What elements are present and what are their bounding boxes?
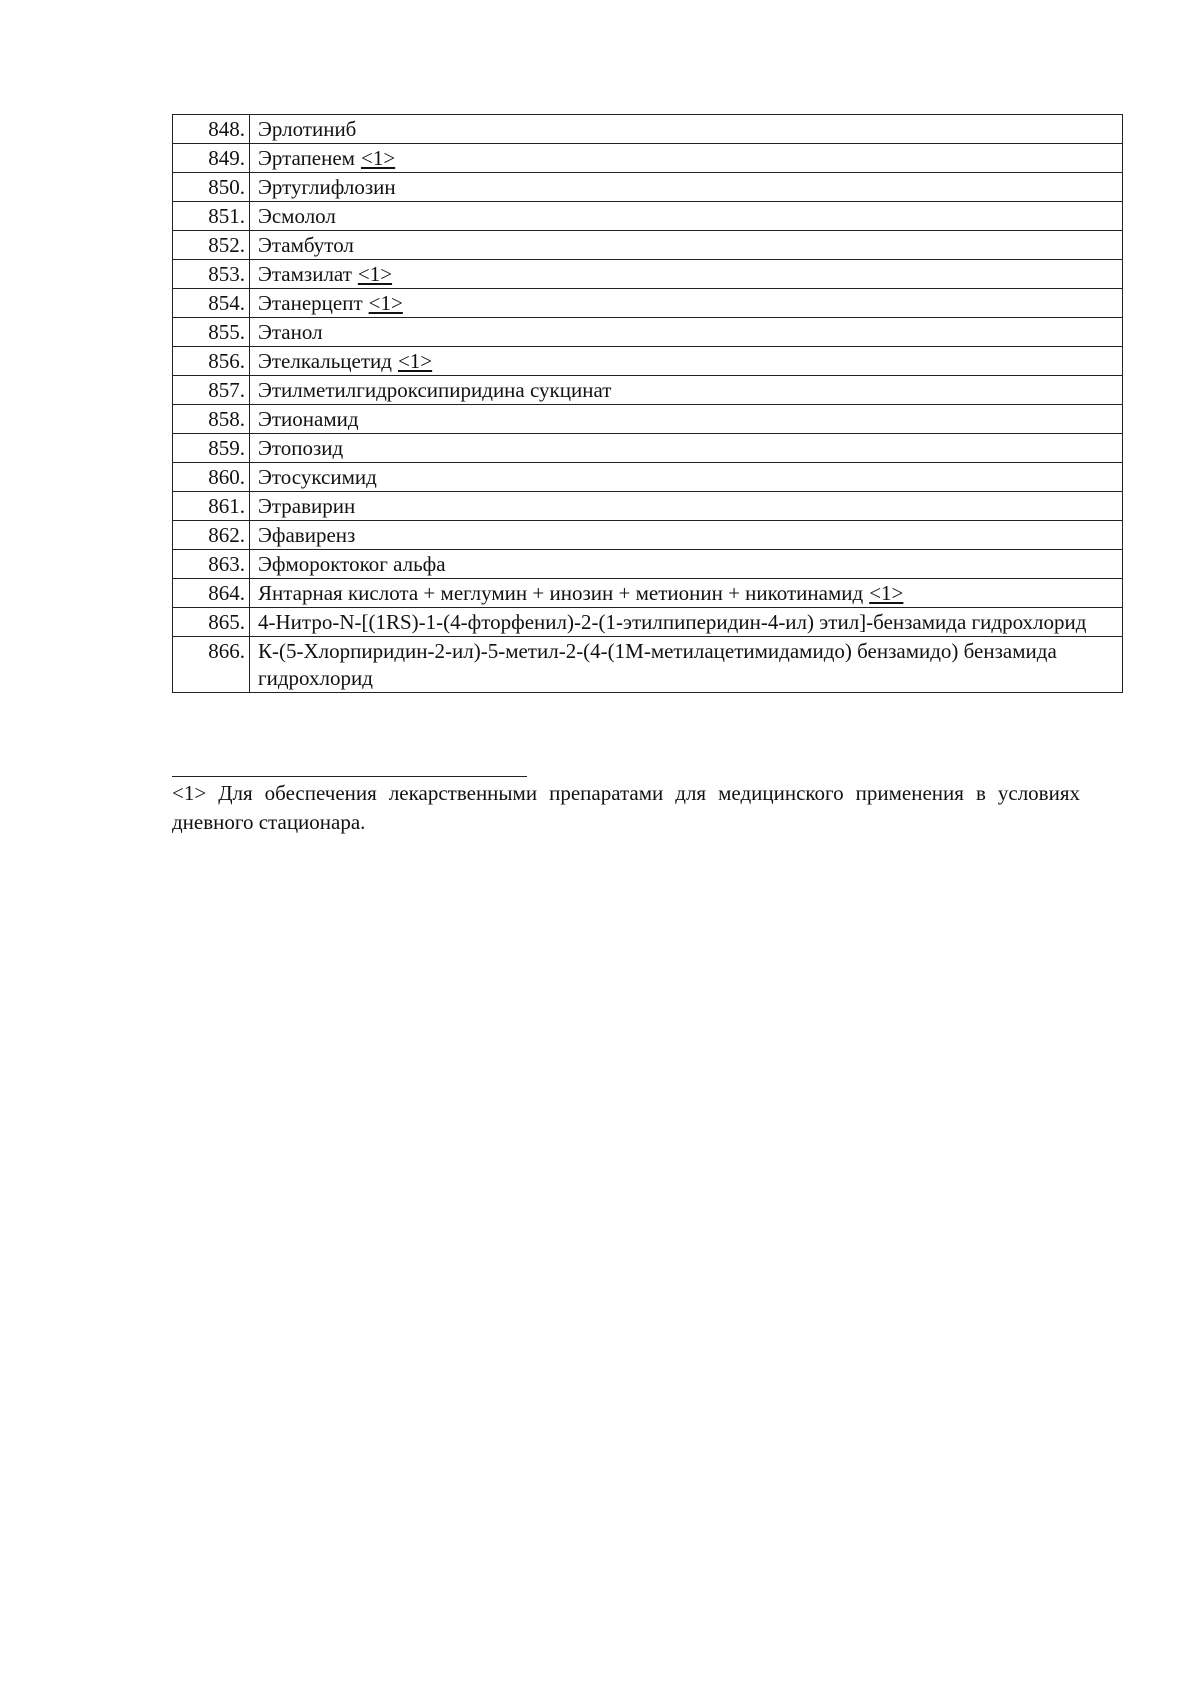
table-row <box>173 289 1123 318</box>
drug-name: Этилметилгидроксипиридина сукцинат <box>258 378 612 402</box>
row-number: 859. <box>173 434 250 463</box>
table-row <box>173 318 1123 347</box>
drug-name: Этравирин <box>258 494 356 518</box>
row-number: 854. <box>173 289 250 318</box>
table-row <box>173 144 1123 173</box>
drug-name-cell <box>250 492 1123 521</box>
drug-name: Эфавиренз <box>258 523 356 547</box>
row-number: 858. <box>173 405 250 434</box>
drug-list-table <box>172 114 1123 693</box>
drug-name: Эфмороктоког альфа <box>258 552 446 576</box>
drug-name: Эсмолол <box>258 204 336 228</box>
drug-name: Эртапенем <box>258 146 355 170</box>
footnote-text: <1> Для обеспечения лекарственными препаратами для медицинского применения в условиях дневного стационара. <box>172 781 1080 834</box>
drug-name-cell <box>250 405 1123 434</box>
drug-name-cell <box>250 637 1123 693</box>
drug-name-cell <box>250 521 1123 550</box>
drug-name: Эрлотиниб <box>258 117 357 141</box>
drug-name-cell <box>250 289 1123 318</box>
drug-name: Этамзилат <box>258 262 352 286</box>
row-number: 850. <box>173 173 250 202</box>
table-row <box>173 347 1123 376</box>
table-row <box>173 405 1123 434</box>
table-row <box>173 434 1123 463</box>
table-row <box>173 260 1123 289</box>
footnote-separator <box>172 776 527 777</box>
row-number: 855. <box>173 318 250 347</box>
drug-name-cell <box>250 144 1123 173</box>
footnote-reference-link[interactable]: <1> <box>357 262 393 286</box>
drug-name-cell <box>250 260 1123 289</box>
table-row <box>173 115 1123 144</box>
row-number: 849. <box>173 144 250 173</box>
drug-name: К-(5-Хлорпиридин-2-ил)-5-метил-2-(4-(1М-метилацетимидамидо) бензамидо) бензамида гидрохлорид <box>258 639 1057 690</box>
footnote-reference-link[interactable]: <1> <box>360 146 396 170</box>
row-number: 856. <box>173 347 250 376</box>
drug-name-cell <box>250 202 1123 231</box>
row-number: 866. <box>173 637 250 693</box>
drug-name: Этелкальцетид <box>258 349 392 373</box>
drug-name: Этосуксимид <box>258 465 377 489</box>
table-row <box>173 376 1123 405</box>
row-number: 848. <box>173 115 250 144</box>
drug-name: Этионамид <box>258 407 359 431</box>
table-row <box>173 550 1123 579</box>
table-row <box>173 231 1123 260</box>
drug-name-cell <box>250 579 1123 608</box>
drug-name: 4-Нитро-N-[(1RS)-1-(4-фторфенил)-2-(1-этилпиперидин-4-ил) этил]-бензамида гидрохлорид <box>258 610 1087 634</box>
drug-name: Этанерцепт <box>258 291 363 315</box>
table-row <box>173 521 1123 550</box>
drug-name: Этанол <box>258 320 323 344</box>
drug-name-cell <box>250 463 1123 492</box>
drug-name: Этопозид <box>258 436 344 460</box>
drug-name-cell <box>250 347 1123 376</box>
row-number: 853. <box>173 260 250 289</box>
footnote-reference-link[interactable]: <1> <box>869 581 904 605</box>
footnote-reference-link[interactable]: <1> <box>368 291 403 315</box>
drug-name-cell <box>250 318 1123 347</box>
drug-name-cell <box>250 434 1123 463</box>
drug-name: Янтарная кислота + меглумин + инозин + метионин + никотинамид <box>258 581 864 605</box>
drug-name-cell <box>250 173 1123 202</box>
row-number: 851. <box>173 202 250 231</box>
table-row <box>173 637 1123 693</box>
row-number: 863. <box>173 550 250 579</box>
drug-name-cell <box>250 550 1123 579</box>
row-number: 857. <box>173 376 250 405</box>
row-number: 861. <box>173 492 250 521</box>
table-row <box>173 492 1123 521</box>
table-row <box>173 608 1123 637</box>
table-row <box>173 463 1123 492</box>
footnote-reference-link[interactable]: <1> <box>397 349 433 373</box>
row-number: 852. <box>173 231 250 260</box>
table-row <box>173 173 1123 202</box>
drug-name: Этамбутол <box>258 233 354 257</box>
row-number: 865. <box>173 608 250 637</box>
drug-name-cell <box>250 115 1123 144</box>
drug-name-cell <box>250 231 1123 260</box>
row-number: 860. <box>173 463 250 492</box>
row-number: 862. <box>173 521 250 550</box>
row-number: 864. <box>173 579 250 608</box>
table-row <box>173 579 1123 608</box>
table-row <box>173 202 1123 231</box>
drug-name-cell <box>250 376 1123 405</box>
drug-name-cell <box>250 608 1123 637</box>
drug-name: Эртуглифлозин <box>258 175 396 199</box>
